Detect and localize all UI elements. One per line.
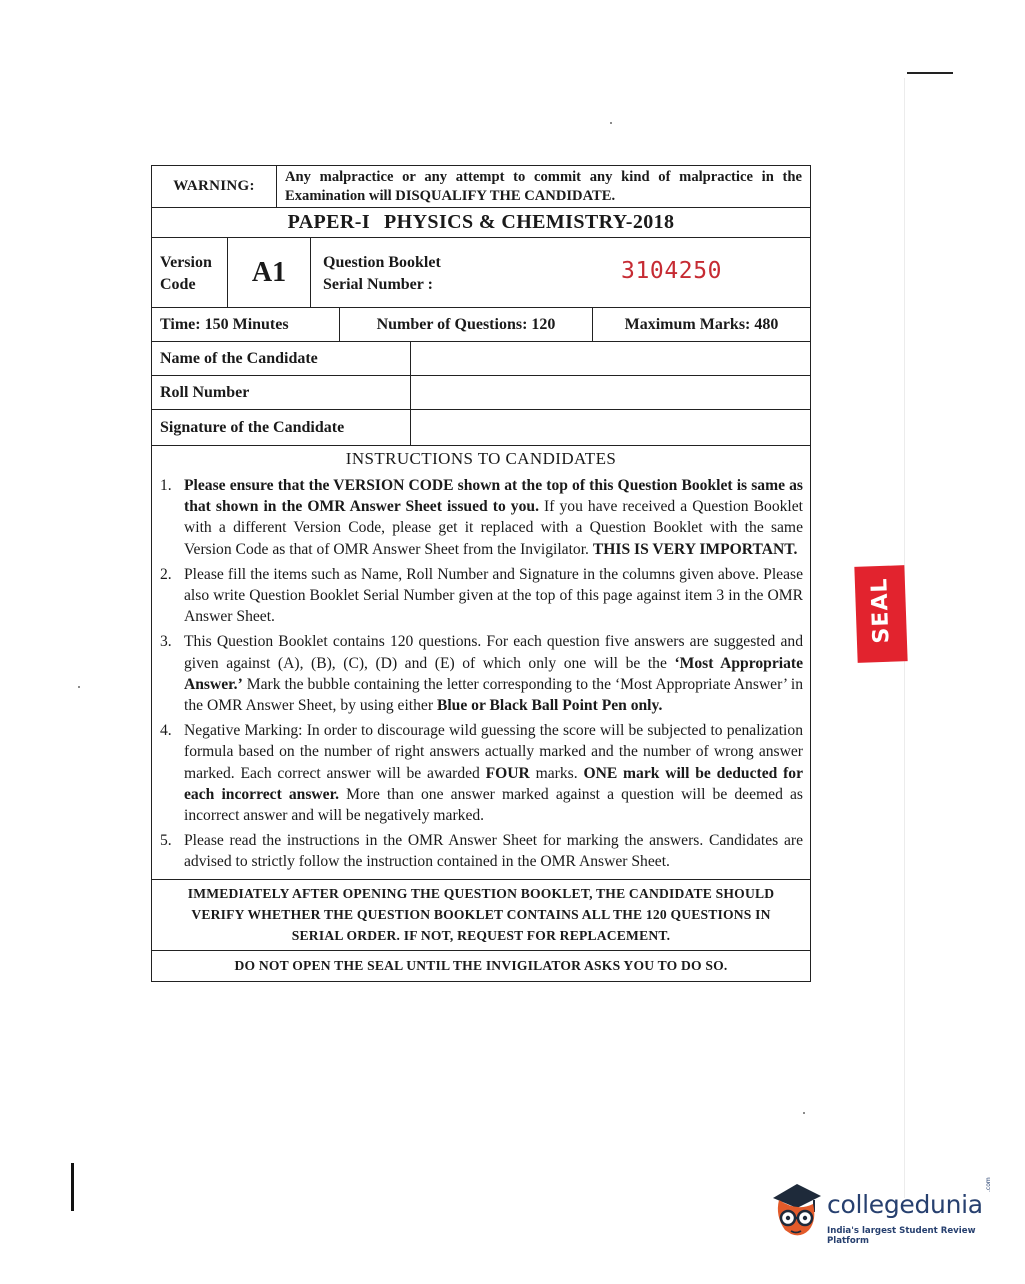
instructions-heading: INSTRUCTIONS TO CANDIDATES <box>345 448 617 468</box>
signature-label: Signature of the Candidate <box>152 410 411 445</box>
exam-question-count: Number of Questions: 120 <box>340 308 593 341</box>
serial-number-label: Question Booklet Serial Number : <box>323 254 441 293</box>
serial-number-value: 3104250 <box>621 257 723 284</box>
collegedunia-tagline: India's largest Student Review Platform <box>827 1226 976 1246</box>
margin-line-top <box>907 72 953 74</box>
instructions-section <box>152 446 810 880</box>
exam-time: Time: 150 Minutes <box>152 308 340 341</box>
warning-row <box>152 166 810 208</box>
instruction-item: 1. Please ensure that the VERSION CODE shown at the top of this Question Booklet is same as that shown in the OMR Answer Sheet issued to you. If you have received a Question Booklet with a different Version Code, please get it replaced with a Question Booklet with the same Version Code as that of OMR Answer Sheet from the Invigilator. THIS IS VERY IMPORTANT. <box>160 477 804 558</box>
seal-label: SEAL <box>867 577 895 644</box>
exam-max-marks: Maximum Marks: 480 <box>624 315 779 333</box>
paper-title <box>152 208 810 238</box>
roll-number-row <box>152 376 810 410</box>
signature-row <box>152 410 810 446</box>
margin-line-left <box>71 1163 74 1211</box>
instruction-item: 4. Negative Marking: In order to discourage wild guessing the score will be subjected to penalization formula based on the number of right answers actually marked and the number of wrong answer marked. Each correct answer will be awarded FOUR marks. ONE mark will be deducted for each incorrect answer. More than one answer marked against a question will be deemed as incorrect answer and will be negatively marked. <box>160 722 804 825</box>
exam-info-row <box>152 308 810 342</box>
scan-speck <box>803 1112 805 1114</box>
seal-tag[interactable] <box>854 565 907 663</box>
candidate-name-row <box>152 342 810 376</box>
version-code-label: Version Code <box>152 238 228 307</box>
roll-number-label: Roll Number <box>152 376 411 409</box>
instruction-item: 5. Please read the instructions in the OMR Answer Sheet for marking the answers. Candidates are advised to strictly follow the instruction contained in the OMR Answer Sheet. <box>160 832 803 871</box>
warning-text: Any malpractice or any attempt to commit any kind of malpractice in the Examination will DISQUALIFY THE CANDIDATE. <box>285 169 802 204</box>
collegedunia-wordmark: collegedunia <box>827 1190 983 1219</box>
collegedunia-domain: .com <box>985 1177 992 1192</box>
scan-speck <box>610 122 612 124</box>
seal-notice: DO NOT OPEN THE SEAL UNTIL THE INVIGILATOR ASKS YOU TO DO SO. <box>234 957 728 973</box>
collegedunia-logo-icon <box>767 1178 825 1240</box>
warning-label: WARNING: <box>152 166 277 207</box>
version-row <box>152 238 810 308</box>
version-code-value: A1 <box>228 238 311 307</box>
instructions-list <box>152 471 810 879</box>
verification-notice: IMMEDIATELY AFTER OPENING THE QUESTION BOOKLET, THE CANDIDATE SHOULD VERIFY WHETHER THE QUESTION BOOKLET CONTAINS ALL THE 120 QUESTIONS IN SERIAL ORDER. IF NOT, REQUEST FOR REPLACEMENT. <box>152 880 810 951</box>
candidate-name-label: Name of the Candidate <box>152 342 411 375</box>
paper-part: PAPER-I <box>287 211 370 233</box>
signature-field[interactable] <box>411 410 810 445</box>
instruction-item: 3. This Question Booklet contains 120 questions. For each question five answers are suggested and given against (A), (B), (C), (D) and (E) of which only one will be the ‘Most Appropriate Answer.’ Mark the bubble containing the letter corresponding to the ‘Most Appropriate Answer’ in the OMR Answer Sheet, by using either Blue or Black Ball Point Pen only. <box>160 633 803 715</box>
candidate-name-field[interactable] <box>411 342 810 375</box>
paper-subject: PHYSICS & CHEMISTRY-2018 <box>384 211 675 233</box>
scan-speck <box>78 686 80 688</box>
collegedunia-watermark <box>767 1178 997 1248</box>
roll-number-field[interactable] <box>411 376 810 409</box>
question-booklet-cover <box>151 165 811 982</box>
instruction-item: 2. Please fill the items such as Name, Roll Number and Signature in the columns given above. Please also write Question Booklet Serial Number given at the top of this page against item 3 in the OMR Answer Sheet. <box>160 565 803 626</box>
